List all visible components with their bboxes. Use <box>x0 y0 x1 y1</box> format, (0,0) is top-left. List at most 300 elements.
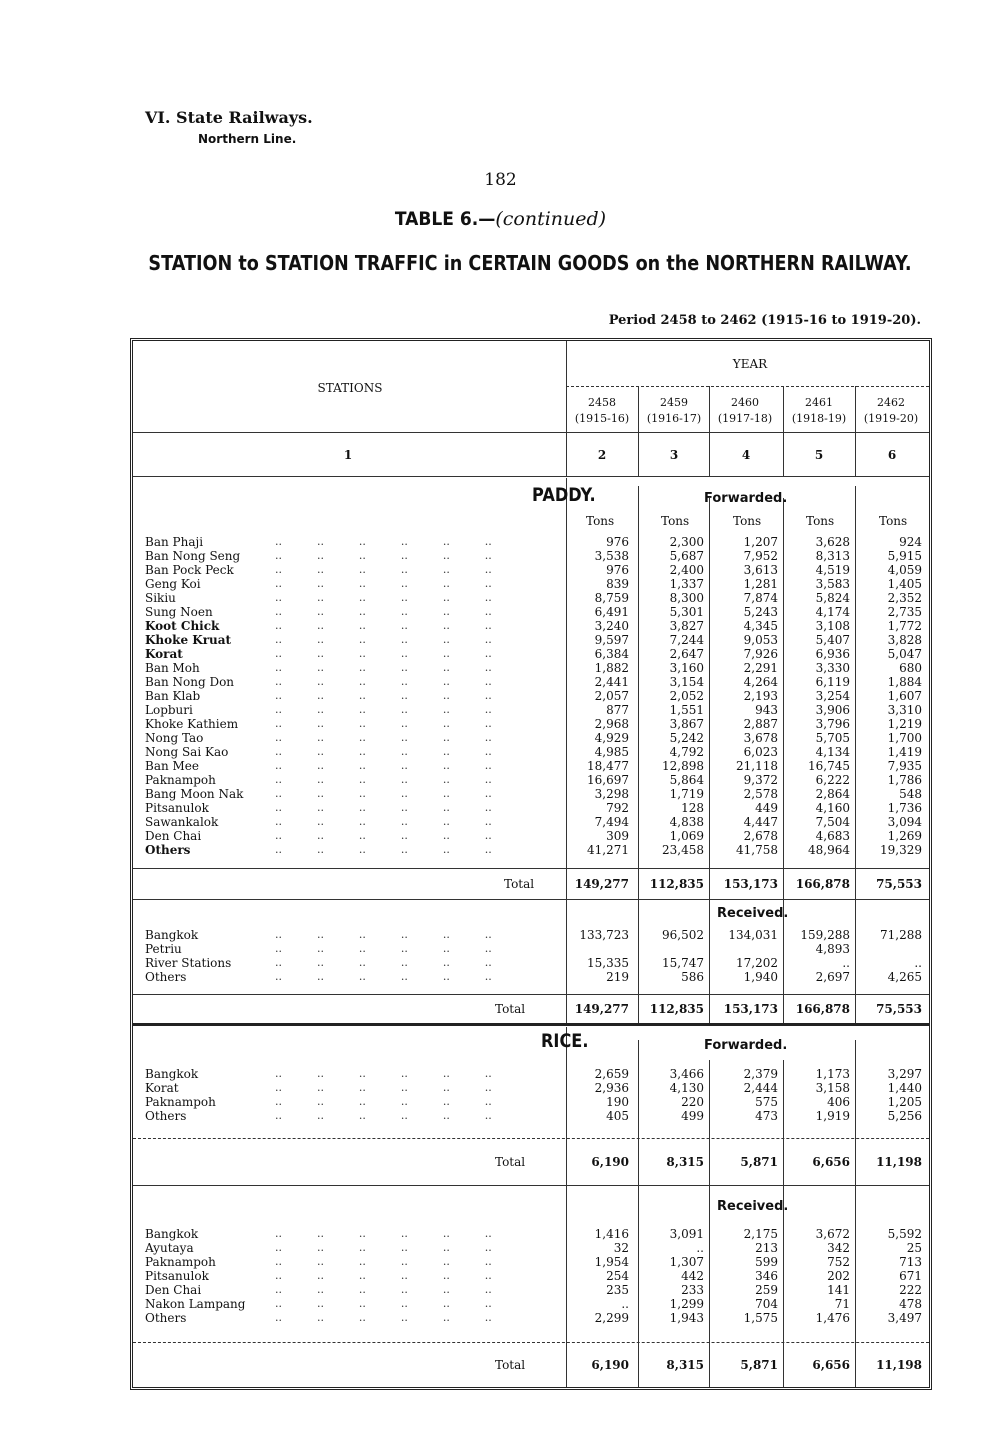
value-cell: 3,628 <box>815 535 850 549</box>
leader-dots: .. .. .. .. .. .. <box>275 647 492 660</box>
value-cell: 2,291 <box>743 661 778 675</box>
table-row <box>145 619 925 633</box>
value-cell: 1,719 <box>669 787 704 801</box>
value-cell: 1,205 <box>887 1095 922 1109</box>
station-name: Pitsanulok <box>145 801 209 815</box>
rice-total-divider <box>133 1138 929 1139</box>
value-cell: 9,372 <box>743 773 778 787</box>
leader-dots: .. .. .. .. .. .. <box>275 689 492 702</box>
value-cell: 1,943 <box>669 1311 704 1325</box>
table-row <box>145 801 925 815</box>
unit-label: Tons <box>879 514 908 528</box>
value-cell: 6,119 <box>815 675 850 689</box>
rice-forwarded-total <box>145 1155 925 1171</box>
total-cell: 153,173 <box>723 877 778 891</box>
table-row <box>145 1067 925 1081</box>
value-cell: 220 <box>681 1095 704 1109</box>
table-row <box>145 1269 925 1283</box>
total-cell: 11,198 <box>876 1155 922 1169</box>
table-row <box>145 703 925 717</box>
leader-dots: .. .. .. .. .. .. <box>275 619 492 632</box>
station-name: Bangkok <box>145 928 199 942</box>
value-cell: 2,400 <box>669 563 704 577</box>
leader-dots: .. .. .. .. .. .. <box>275 801 492 814</box>
station-name: Nakon Lampang <box>145 1297 246 1311</box>
value-cell: 5,242 <box>669 731 704 745</box>
year-be: 2458 <box>588 396 616 409</box>
paddy-received-label: Received. <box>717 906 789 921</box>
value-cell: 599 <box>755 1255 778 1269</box>
table-row <box>145 1241 925 1255</box>
value-cell: 4,265 <box>887 970 922 984</box>
value-cell: 2,968 <box>594 717 629 731</box>
table-row <box>145 773 925 787</box>
station-name: Ayutaya <box>145 1241 194 1255</box>
leader-dots: .. .. .. .. .. .. <box>275 1297 492 1310</box>
table-row <box>145 745 925 759</box>
value-cell: 1,786 <box>887 773 922 787</box>
value-cell: 924 <box>899 535 922 549</box>
value-cell: 4,174 <box>815 605 850 619</box>
value-cell: 222 <box>899 1283 922 1297</box>
table-label <box>0 208 1001 230</box>
table-row <box>145 843 925 857</box>
value-cell: 18,477 <box>587 759 629 773</box>
year-col-5 <box>855 395 927 427</box>
value-cell: 5,864 <box>669 773 704 787</box>
value-cell: 9,053 <box>743 633 778 647</box>
value-cell: 3,240 <box>594 619 629 633</box>
year-ce: (1915-16) <box>574 412 630 425</box>
value-cell: 1,476 <box>815 1311 850 1325</box>
value-cell: 4,683 <box>815 829 850 843</box>
value-cell: 159,288 <box>800 928 850 942</box>
unit-label: Tons <box>733 514 762 528</box>
paddy-forwarded-label: Forwarded. <box>704 491 788 506</box>
value-cell: 7,935 <box>887 759 922 773</box>
station-name: Nong Tao <box>145 731 204 745</box>
leader-dots: .. .. .. .. .. .. <box>275 773 492 786</box>
column-number-divider <box>133 476 929 477</box>
value-cell: 4,134 <box>815 745 850 759</box>
value-cell: 5,687 <box>669 549 704 563</box>
value-cell: 2,647 <box>669 647 704 661</box>
value-cell: 4,985 <box>594 745 629 759</box>
station-name: Nong Sai Kao <box>145 745 229 759</box>
year-be: 2461 <box>805 396 833 409</box>
value-cell: 1,919 <box>815 1109 850 1123</box>
value-cell: 5,592 <box>887 1227 922 1241</box>
leader-dots: .. .. .. .. .. .. <box>275 942 492 955</box>
station-name: Sikiu <box>145 591 176 605</box>
unit-label: Tons <box>806 514 835 528</box>
station-name: Pitsanulok <box>145 1269 209 1283</box>
value-cell: 548 <box>899 787 922 801</box>
table-row <box>145 1095 925 1109</box>
value-cell: 976 <box>606 563 629 577</box>
value-cell: 2,352 <box>887 591 922 605</box>
year-be: 2460 <box>731 396 759 409</box>
station-name: Petriu <box>145 942 182 956</box>
total-cell: 153,173 <box>723 1002 778 1016</box>
value-cell: 254 <box>606 1269 629 1283</box>
value-cell: 1,440 <box>887 1081 922 1095</box>
total-label: Total <box>495 1155 526 1169</box>
station-name: Sung Noen <box>145 605 213 619</box>
value-cell: 1,337 <box>669 577 704 591</box>
value-cell: 1,173 <box>815 1067 850 1081</box>
value-cell: 2,864 <box>815 787 850 801</box>
value-cell: 752 <box>827 1255 850 1269</box>
value-cell: 442 <box>681 1269 704 1283</box>
paddy-heading: PADDY. <box>532 484 596 506</box>
value-cell: 2,057 <box>594 689 629 703</box>
value-cell: 3,310 <box>887 703 922 717</box>
total-cell: 149,277 <box>574 1002 629 1016</box>
col-number-1: 1 <box>343 448 353 462</box>
value-cell: 17,202 <box>736 956 778 970</box>
value-cell: 7,504 <box>815 815 850 829</box>
value-cell: 48,964 <box>808 843 850 857</box>
value-cell: 1,772 <box>887 619 922 633</box>
leader-dots: .. .. .. .. .. .. <box>275 970 492 983</box>
page-number: 182 <box>484 170 517 190</box>
value-cell: 259 <box>755 1283 778 1297</box>
station-name: River Stations <box>145 956 232 970</box>
total-cell: 149,277 <box>574 877 629 891</box>
value-cell: 8,313 <box>815 549 850 563</box>
station-name: Bangkok <box>145 1227 199 1241</box>
year-col-3 <box>709 395 781 427</box>
value-cell: 235 <box>606 1283 629 1297</box>
value-cell: 1,416 <box>594 1227 629 1241</box>
year-col-2 <box>638 395 710 427</box>
leader-dots: .. .. .. .. .. .. <box>275 563 492 576</box>
value-cell: 4,519 <box>815 563 850 577</box>
value-cell: 2,299 <box>594 1311 629 1325</box>
value-cell: 449 <box>755 801 778 815</box>
value-cell: 1,307 <box>669 1255 704 1269</box>
value-cell: 96,502 <box>662 928 704 942</box>
station-name: Ban Pock Peck <box>145 563 234 577</box>
table-row <box>145 675 925 689</box>
value-cell: 4,059 <box>887 563 922 577</box>
leader-dots: .. .. .. .. .. .. <box>275 703 492 716</box>
value-cell: 1,884 <box>887 675 922 689</box>
total-label: Total <box>504 877 535 891</box>
value-cell: 2,659 <box>594 1067 629 1081</box>
value-cell: 1,607 <box>887 689 922 703</box>
station-name: Paknampoh <box>145 773 216 787</box>
total-cell: 75,553 <box>876 877 922 891</box>
value-cell: 4,130 <box>669 1081 704 1095</box>
leader-dots: .. .. .. .. .. .. <box>275 731 492 744</box>
value-cell: 2,678 <box>743 829 778 843</box>
value-cell: 1,419 <box>887 745 922 759</box>
value-cell: 473 <box>755 1109 778 1123</box>
leader-dots: .. .. .. .. .. .. <box>275 1241 492 1254</box>
total-cell: 6,190 <box>591 1155 629 1169</box>
year-ce: (1916-17) <box>646 412 702 425</box>
table-row <box>145 1297 925 1311</box>
total-cell: 6,656 <box>812 1358 850 1372</box>
value-cell: 2,379 <box>743 1067 778 1081</box>
leader-dots: .. .. .. .. .. .. <box>275 1269 492 1282</box>
leader-dots: .. .. .. .. .. .. <box>275 535 492 548</box>
year-col-1 <box>566 395 638 427</box>
leader-dots: .. .. .. .. .. .. <box>275 1081 492 1094</box>
table-row <box>145 942 925 956</box>
value-cell: 499 <box>681 1109 704 1123</box>
value-cell: 3,867 <box>669 717 704 731</box>
value-cell: 2,441 <box>594 675 629 689</box>
value-cell: 15,335 <box>587 956 629 970</box>
value-cell: 1,219 <box>887 717 922 731</box>
total-cell: 166,878 <box>795 1002 850 1016</box>
leader-dots: .. .. .. .. .. .. <box>275 591 492 604</box>
year-be: 2462 <box>877 396 905 409</box>
value-cell: 3,796 <box>815 717 850 731</box>
value-cell: 12,898 <box>662 759 704 773</box>
col-number-4: 4 <box>741 448 751 462</box>
rice-heading: RICE. <box>541 1030 589 1052</box>
value-cell: 3,613 <box>743 563 778 577</box>
leader-dots: .. .. .. .. .. .. <box>275 928 492 941</box>
table-row <box>145 1255 925 1269</box>
total-cell: 8,315 <box>666 1358 704 1372</box>
value-cell: 1,551 <box>669 703 704 717</box>
total-label: Total <box>495 1358 526 1372</box>
table-row <box>145 591 925 605</box>
col-number-5: 5 <box>814 448 824 462</box>
table-row <box>145 759 925 773</box>
station-name: Den Chai <box>145 829 202 843</box>
rice-forwarded-label: Forwarded. <box>704 1038 788 1053</box>
table-row <box>145 577 925 591</box>
col-number-2: 2 <box>597 448 607 462</box>
value-cell: 3,094 <box>887 815 922 829</box>
value-cell: 1,954 <box>594 1255 629 1269</box>
value-cell: .. <box>842 956 850 970</box>
value-cell: 680 <box>899 661 922 675</box>
value-cell: 15,747 <box>662 956 704 970</box>
station-name: Ban Klab <box>145 689 201 703</box>
value-cell: .. <box>621 1297 629 1311</box>
value-cell: 134,031 <box>728 928 778 942</box>
station-name: Paknampoh <box>145 1095 216 1109</box>
value-cell: 25 <box>906 1241 922 1255</box>
year-ce: (1919-20) <box>863 412 919 425</box>
value-cell: 839 <box>606 577 629 591</box>
value-cell: 2,193 <box>743 689 778 703</box>
value-cell: 4,929 <box>594 731 629 745</box>
year-ce: (1917-18) <box>717 412 773 425</box>
value-cell: 792 <box>606 801 629 815</box>
value-cell: 586 <box>681 970 704 984</box>
station-name: Others <box>145 1311 187 1325</box>
leader-dots: .. .. .. .. .. .. <box>275 815 492 828</box>
value-cell: 6,222 <box>815 773 850 787</box>
value-cell: 2,936 <box>594 1081 629 1095</box>
value-cell: 5,824 <box>815 591 850 605</box>
value-cell: 4,792 <box>669 745 704 759</box>
value-cell: 704 <box>755 1297 778 1311</box>
value-cell: 1,281 <box>743 577 778 591</box>
total-cell: 75,553 <box>876 1002 922 1016</box>
value-cell: 5,243 <box>743 605 778 619</box>
value-cell: 1,299 <box>669 1297 704 1311</box>
value-cell: 213 <box>755 1241 778 1255</box>
value-cell: 671 <box>899 1269 922 1283</box>
total-cell: 8,315 <box>666 1155 704 1169</box>
value-cell: 1,736 <box>887 801 922 815</box>
value-cell: 1,940 <box>743 970 778 984</box>
table-row <box>145 1109 925 1123</box>
value-cell: 7,244 <box>669 633 704 647</box>
value-cell: 8,759 <box>594 591 629 605</box>
paddy-forwarded-total <box>145 877 925 893</box>
total-cell: 112,835 <box>649 1002 704 1016</box>
station-name: Den Chai <box>145 1283 202 1297</box>
value-cell: 3,091 <box>669 1227 704 1241</box>
value-cell: 1,700 <box>887 731 922 745</box>
leader-dots: .. .. .. .. .. .. <box>275 717 492 730</box>
value-cell: 3,158 <box>815 1081 850 1095</box>
value-cell: 9,597 <box>594 633 629 647</box>
value-cell: 3,828 <box>887 633 922 647</box>
value-cell: 1,207 <box>743 535 778 549</box>
station-name: Bang Moon Nak <box>145 787 244 801</box>
station-name: Lopburi <box>145 703 193 717</box>
value-cell: 478 <box>899 1297 922 1311</box>
section-divider <box>133 1023 929 1026</box>
value-cell: 3,906 <box>815 703 850 717</box>
value-cell: 16,745 <box>808 759 850 773</box>
paddy-received-total-divider <box>133 994 929 995</box>
year-divider <box>566 386 929 387</box>
value-cell: 3,160 <box>669 661 704 675</box>
table-label-continued: (continued) <box>495 208 607 230</box>
station-name: Ban Moh <box>145 661 200 675</box>
station-name: Korat <box>145 1081 179 1095</box>
total-cell: 6,656 <box>812 1155 850 1169</box>
value-cell: 943 <box>755 703 778 717</box>
station-name: Paknampoh <box>145 1255 216 1269</box>
value-cell: 21,118 <box>736 759 778 773</box>
value-cell: 405 <box>606 1109 629 1123</box>
value-cell: 5,915 <box>887 549 922 563</box>
value-cell: 3,827 <box>669 619 704 633</box>
value-cell: 3,297 <box>887 1067 922 1081</box>
value-cell: 5,407 <box>815 633 850 647</box>
station-name: Ban Mee <box>145 759 200 773</box>
leader-dots: .. .. .. .. .. .. <box>275 829 492 842</box>
value-cell: 3,678 <box>743 731 778 745</box>
value-cell: 3,108 <box>815 619 850 633</box>
period-note: Period 2458 to 2462 (1915-16 to 1919-20). <box>608 313 921 328</box>
section-title: VI. State Railways. <box>145 108 313 127</box>
value-cell: 71 <box>834 1297 850 1311</box>
station-name: Ban Nong Seng <box>145 549 241 563</box>
value-cell: 5,047 <box>887 647 922 661</box>
value-cell: 5,705 <box>815 731 850 745</box>
value-cell: 3,466 <box>669 1067 704 1081</box>
value-cell: 23,458 <box>662 843 704 857</box>
value-cell: 71,288 <box>880 928 922 942</box>
station-name: Korat <box>145 647 183 661</box>
total-cell: 112,835 <box>649 877 704 891</box>
table-row <box>145 647 925 661</box>
value-cell: 346 <box>755 1269 778 1283</box>
station-name: Others <box>145 970 187 984</box>
table-row <box>145 535 925 549</box>
station-name: Ban Nong Don <box>145 675 235 689</box>
value-cell: 41,271 <box>587 843 629 857</box>
value-cell: 233 <box>681 1283 704 1297</box>
table-row <box>145 928 925 942</box>
table-row <box>145 1227 925 1241</box>
year-header: YEAR <box>732 357 768 371</box>
total-cell: 6,190 <box>591 1358 629 1372</box>
paddy-received-total <box>145 1002 925 1018</box>
rice-received-label: Received. <box>717 1199 789 1214</box>
value-cell: 6,491 <box>594 605 629 619</box>
leader-dots: .. .. .. .. .. .. <box>275 1283 492 1296</box>
value-cell: 7,926 <box>743 647 778 661</box>
station-name: Others <box>145 843 191 857</box>
leader-dots: .. .. .. .. .. .. <box>275 661 492 674</box>
unit-label: Tons <box>586 514 615 528</box>
station-name: Khoke Kruat <box>145 633 232 647</box>
table-row <box>145 661 925 675</box>
value-cell: 7,494 <box>594 815 629 829</box>
value-cell: 575 <box>755 1095 778 1109</box>
total-cell: 5,871 <box>740 1155 778 1169</box>
value-cell: 342 <box>827 1241 850 1255</box>
value-cell: 713 <box>899 1255 922 1269</box>
value-cell: 2,052 <box>669 689 704 703</box>
table-row <box>145 549 925 563</box>
value-cell: 190 <box>606 1095 629 1109</box>
leader-dots: .. .. .. .. .. .. <box>275 787 492 800</box>
col-number-6: 6 <box>887 448 897 462</box>
leader-dots: .. .. .. .. .. .. <box>275 1311 492 1324</box>
value-cell: 5,256 <box>887 1109 922 1123</box>
paddy-received-divider <box>133 899 929 900</box>
station-name: Khoke Kathiem <box>145 717 239 731</box>
leader-dots: .. .. .. .. .. .. <box>275 1067 492 1080</box>
value-cell: 3,330 <box>815 661 850 675</box>
header-divider <box>133 432 929 433</box>
table-row <box>145 1311 925 1325</box>
table-row <box>145 829 925 843</box>
table-row <box>145 731 925 745</box>
value-cell: 2,697 <box>815 970 850 984</box>
value-cell: 16,697 <box>587 773 629 787</box>
value-cell: 1,269 <box>887 829 922 843</box>
value-cell: 3,298 <box>594 787 629 801</box>
value-cell: 1,882 <box>594 661 629 675</box>
value-cell: 6,384 <box>594 647 629 661</box>
table-row <box>145 633 925 647</box>
leader-dots: .. .. .. .. .. .. <box>275 956 492 969</box>
total-cell: 166,878 <box>795 877 850 891</box>
value-cell: 2,578 <box>743 787 778 801</box>
leader-dots: .. .. .. .. .. .. <box>275 633 492 646</box>
value-cell: 2,175 <box>743 1227 778 1241</box>
total-cell: 5,871 <box>740 1358 778 1372</box>
leader-dots: .. .. .. .. .. .. <box>275 1109 492 1122</box>
